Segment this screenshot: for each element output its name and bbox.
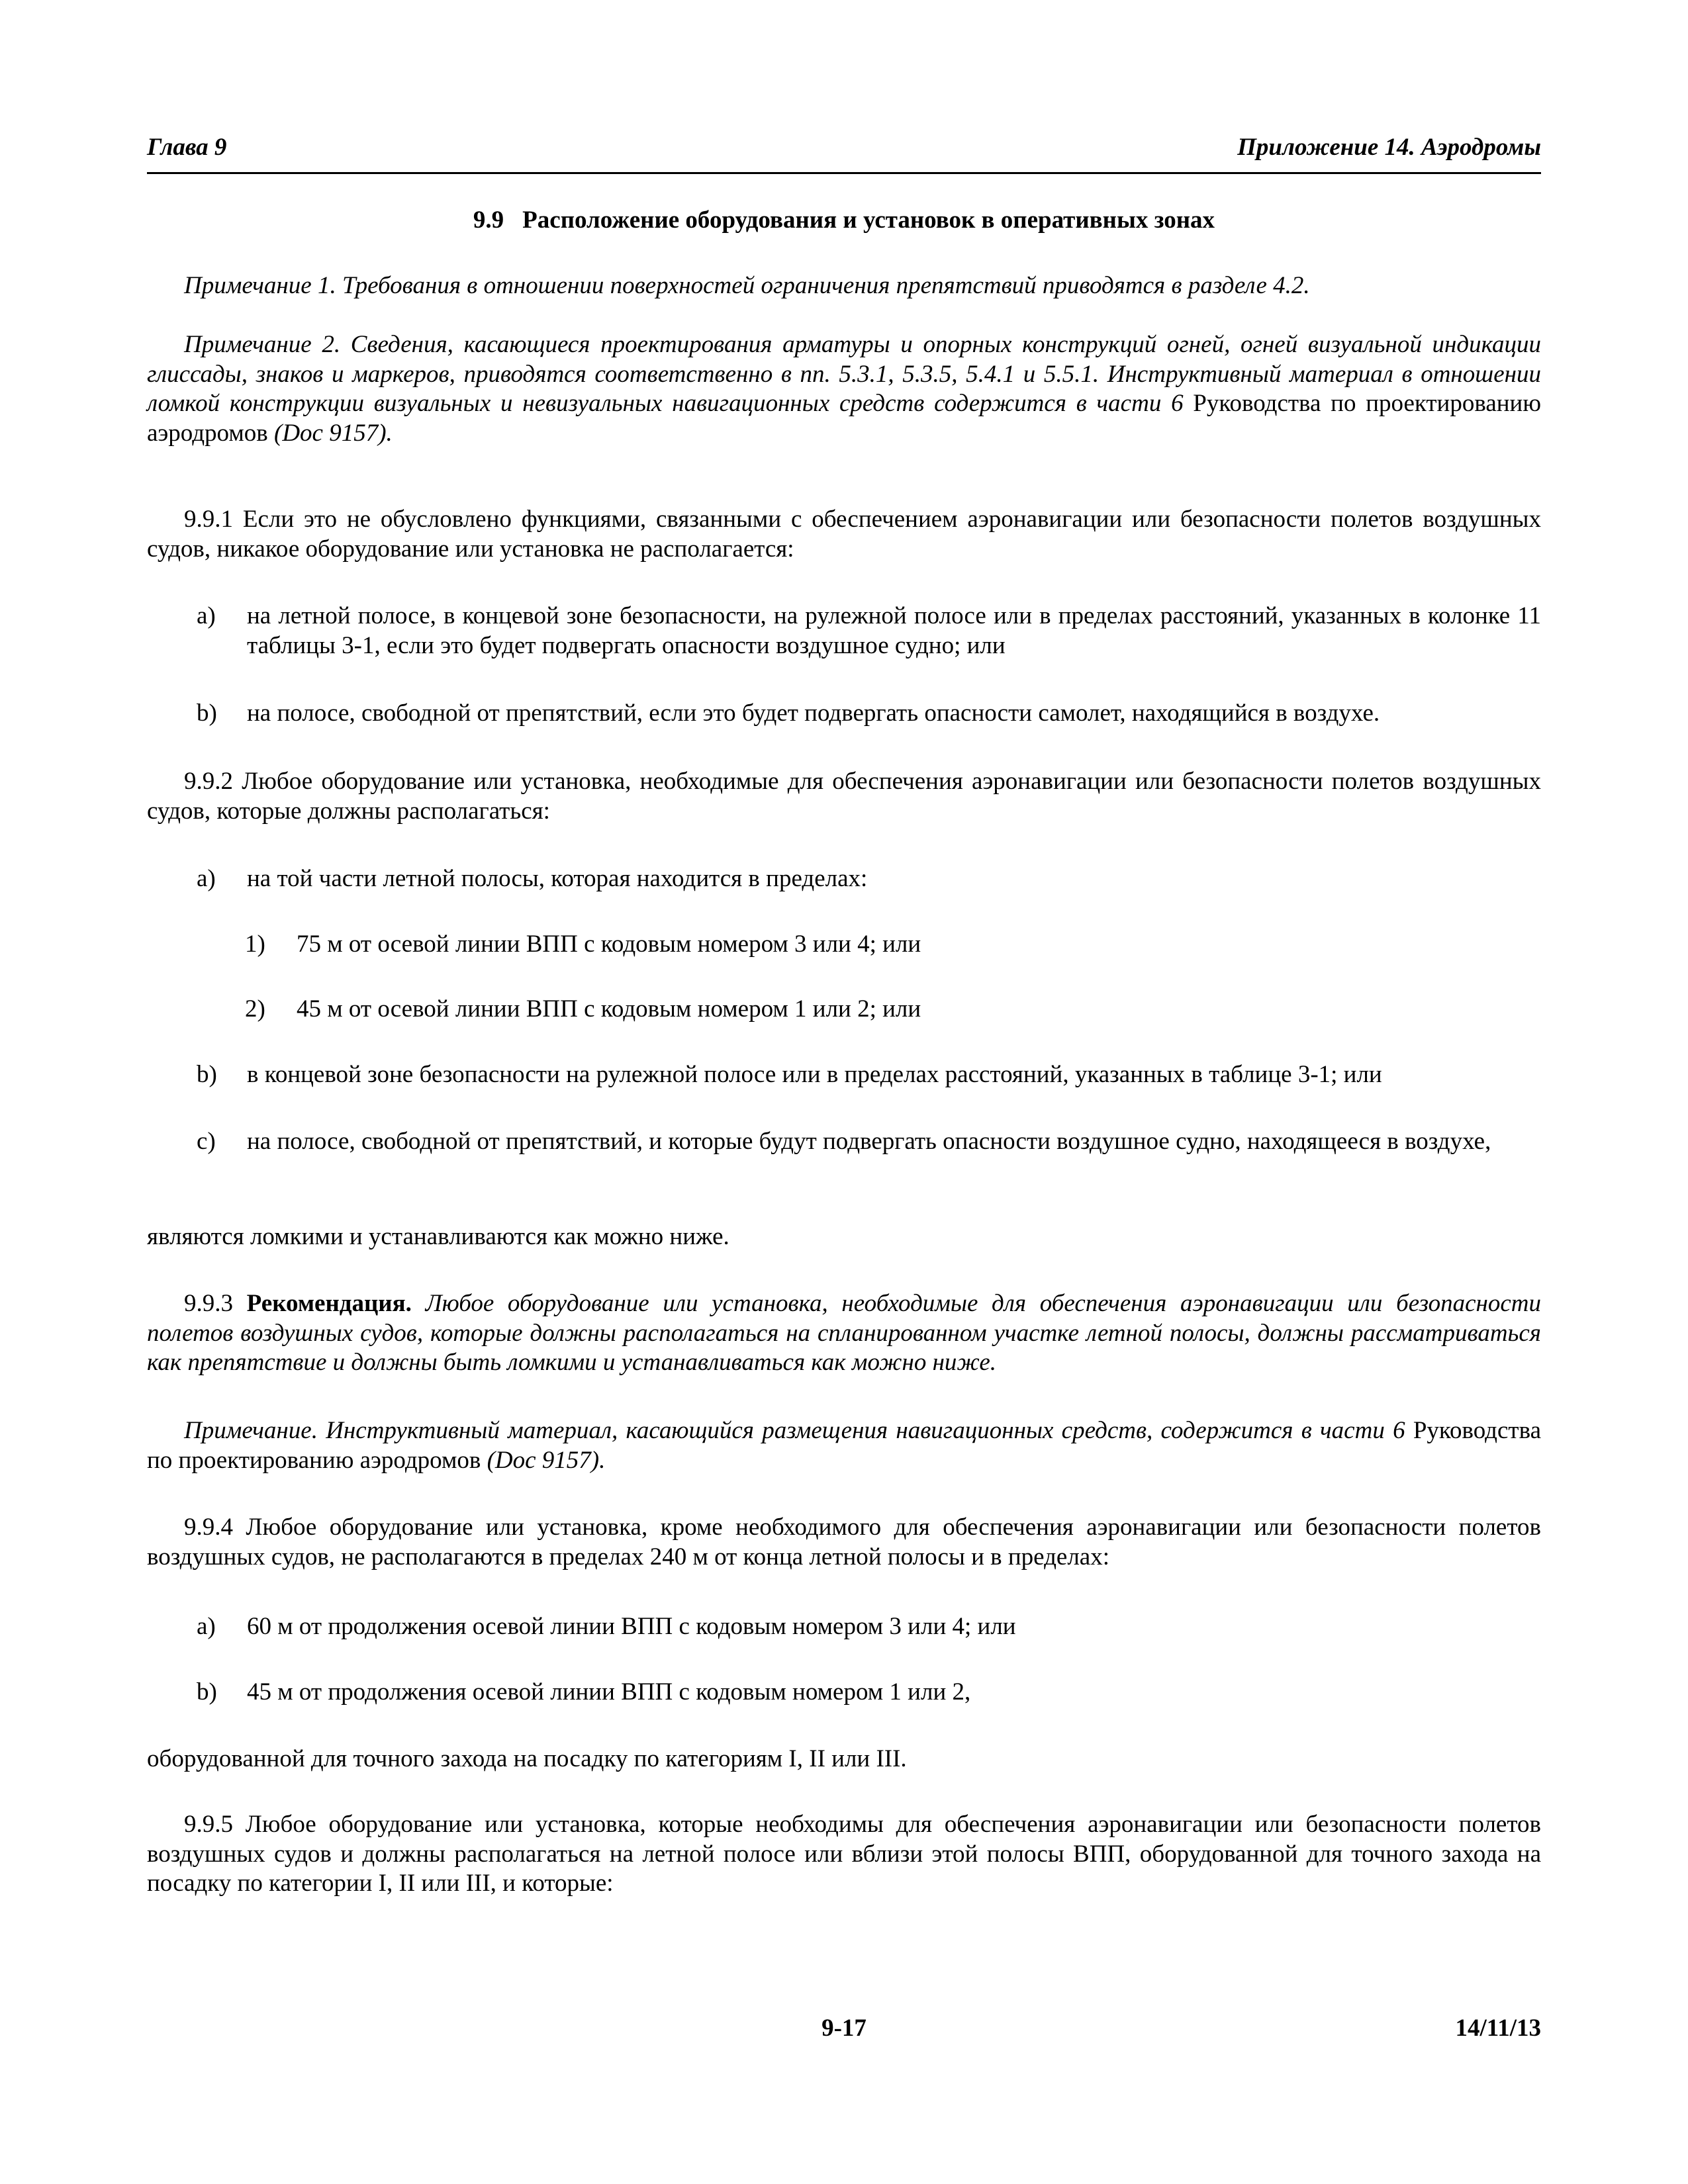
sub-list-item (245, 995, 1541, 1024)
para-9-9-3-number: 9.9.3 (184, 1290, 247, 1317)
list-item-label: b) (197, 700, 217, 727)
section-title: Расположение оборудования и установок в оперативных зонах (522, 206, 1215, 234)
list-item-label: b) (197, 1061, 217, 1088)
note-2 (147, 330, 1541, 448)
running-header (147, 131, 1541, 174)
list-item-text: на летной полосе, в концевой зоне безопасности, на рулежной полосе или в пределах расстояний, указанных в колонке 11 таблицы 3-1, если это будет подвергать опасности воздушное судно; или (247, 602, 1541, 659)
sub-list-item (245, 930, 1541, 960)
list-item-label: a) (197, 865, 216, 892)
list-item (197, 864, 1541, 894)
para-9-9-5: 9.9.5 Любое оборудование или установка, которые необходимы для обеспечения аэронавигации или безопасности полетов воздушных судов и должны располагаться на летной полосе или вблизи этой полосы ВПП, оборудованной для точного захода на посадку по категории I, II или III, и которые: (147, 1811, 1541, 1897)
list-item-text: на полосе, свободной от препятствий, и которые будут подвергать опасности воздушное судно, находящееся в воздухе, (247, 1128, 1491, 1155)
sub-list-item-label: 1) (245, 931, 265, 958)
list-item-text: 60 м от продолжения осевой линии ВПП с кодовым номером 3 или 4; или (247, 1613, 1016, 1640)
sub-list-item-text: 75 м от осевой линии ВПП с кодовым номером 3 или 4; или (297, 931, 921, 958)
list-item (197, 1678, 1541, 1707)
para-9-9-2: 9.9.2 Любое оборудование или установка, необходимые для обеспечения аэронавигации или безопасности полетов воздушных судов, которые должны располагаться: (147, 768, 1541, 825)
para-9-9-3 (147, 1289, 1541, 1378)
para-9-9-4: 9.9.4 Любое оборудование или установка, кроме необходимого для обеспечения аэронавигации или безопасности полетов воздушных судов, не располагаются в пределах 240 м от конца летной полосы и в пределах: (147, 1514, 1541, 1570)
para-9-9-1: 9.9.1 Если это не обусловлено функциями, связанными с обеспечением аэронавигации или безопасности полетов воздушных судов, никакое оборудование или установка не располагается: (147, 506, 1541, 563)
recommendation-text: Любое оборудование или установка, необходимые для обеспечения аэронавигации или безопасности полетов воздушных судов, которые должны располагаться на спланированном участке летной полосы, должны рассматриваться как препятствие и должны быть ломкими и устанавливаться как можно ниже. (147, 1290, 1541, 1377)
recommendation-label: Рекомендация. (246, 1290, 412, 1317)
note-2-doc-ref: (Doc 9157). (267, 419, 393, 447)
note-3-text: Примечание. Инструктивный материал, касающийся размещения навигационных средств, содержится в части 6 (184, 1417, 1413, 1444)
note-3-doc-ref: (Doc 9157). (481, 1446, 606, 1474)
page-footer (147, 2012, 1541, 2045)
list-item-label: a) (197, 602, 216, 629)
list-item-text: в концевой зоне безопасности на рулежной полосе или в пределах расстояний, указанных в таблице 3-1; или (247, 1061, 1382, 1088)
page-number: 9-17 (821, 2015, 867, 2042)
sub-list-item-text: 45 м от осевой линии ВПП с кодовым номером 1 или 2; или (297, 995, 921, 1023)
list-item-label: b) (197, 1678, 217, 1706)
revision-date: 14/11/13 (1455, 2015, 1541, 2042)
section-heading (147, 204, 1541, 237)
header-annex: Приложение 14. Аэродромы (1237, 134, 1541, 161)
list-item (197, 1612, 1541, 1642)
note-2-text: Примечание 2. Сведения, касающиеся проектирования арматуры и опорных конструкций огней, огней визуальной индикации глиссады, знаков и маркеров, приводятся соответственно в пп. 5.3.1, 5.3.5, 5.4.1 и 5.5.1. Инструктивный материал в отношении ломкой конструкции визуальных и невизуальных навигационных средств содержится в части 6 (147, 331, 1541, 418)
list-item (197, 1127, 1541, 1157)
list-item (197, 1060, 1541, 1090)
list-item-label: c) (197, 1128, 216, 1155)
note-2-doc-title: Руководства по проектированию аэродромов (147, 390, 1541, 447)
list-item (197, 602, 1541, 660)
note-3 (147, 1416, 1541, 1475)
list-item-text: на полосе, свободной от препятствий, если это будет подвергать опасности самолет, находящийся в воздухе. (247, 700, 1380, 727)
para-9-9-4-tail: оборудованной для точного захода на посадку по категориям I, II или III. (147, 1745, 907, 1772)
para-9-9-2-tail: являются ломкими и устанавливаются как можно ниже. (147, 1223, 729, 1250)
header-chapter: Глава 9 (147, 134, 227, 161)
list-item-label: a) (197, 1613, 216, 1640)
section-number: 9.9 (473, 206, 504, 234)
note-1: Примечание 1. Требования в отношении поверхностей ограничения препятствий приводятся в разделе 4.2. (184, 272, 1310, 299)
list-item-text: 45 м от продолжения осевой линии ВПП с кодовым номером 1 или 2, (247, 1678, 971, 1706)
note-3-doc-title: Руководства по проектированию аэродромов (147, 1417, 1541, 1474)
list-item (197, 699, 1541, 729)
list-item-text: на той части летной полосы, которая находится в пределах: (247, 865, 868, 892)
sub-list-item-label: 2) (245, 995, 265, 1023)
